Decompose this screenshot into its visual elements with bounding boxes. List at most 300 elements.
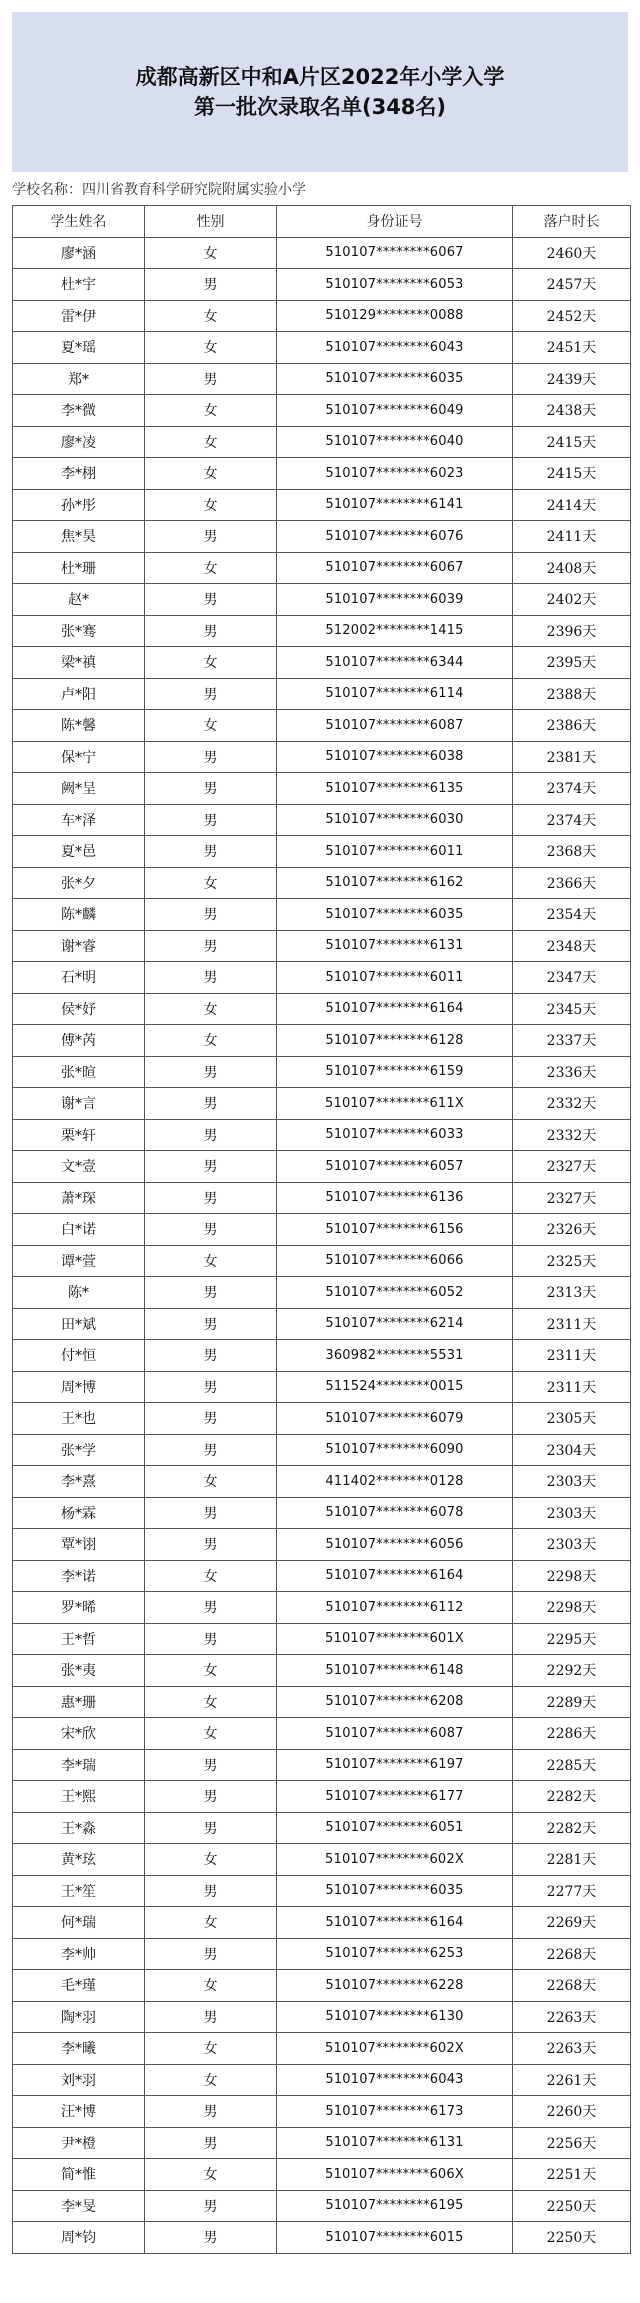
id-number-cell: 510129********0088 (277, 300, 513, 332)
gender-cell: 女 (145, 1025, 277, 1057)
table-row (13, 426, 631, 458)
id-number-cell: 510107********6164 (277, 1560, 513, 1592)
residence-duration-cell: 2366天 (513, 867, 631, 899)
table-row (13, 1119, 631, 1151)
student-name-cell: 李*熹 (13, 1466, 145, 1498)
student-name-cell: 保*宁 (13, 741, 145, 773)
student-name-cell: 卢*阳 (13, 678, 145, 710)
id-number-cell: 510107********6035 (277, 363, 513, 395)
residence-duration-cell: 2452天 (513, 300, 631, 332)
table-row (13, 1025, 631, 1057)
table-row (13, 1907, 631, 1939)
residence-duration-cell: 2285天 (513, 1749, 631, 1781)
residence-duration-cell: 2263天 (513, 2033, 631, 2065)
residence-duration-cell: 2348天 (513, 930, 631, 962)
table-row (13, 2033, 631, 2065)
id-number-cell: 510107********6052 (277, 1277, 513, 1309)
gender-cell: 男 (145, 1340, 277, 1372)
residence-duration-cell: 2256天 (513, 2127, 631, 2159)
school-name-label: 学校名称：四川省教育科学研究院附属实验小学 (12, 182, 306, 198)
student-name-cell: 王*哲 (13, 1623, 145, 1655)
table-row (13, 1151, 631, 1183)
student-name-cell: 王*淼 (13, 1812, 145, 1844)
gender-cell: 男 (145, 584, 277, 616)
id-number-cell: 510107********6043 (277, 332, 513, 364)
table-row (13, 1655, 631, 1687)
student-name-cell: 谭*萱 (13, 1245, 145, 1277)
table-row (13, 741, 631, 773)
table-row (13, 678, 631, 710)
gender-cell: 男 (145, 1623, 277, 1655)
student-name-cell: 李*栩 (13, 458, 145, 490)
student-name-cell: 谢*言 (13, 1088, 145, 1120)
table-row (13, 395, 631, 427)
residence-duration-cell: 2305天 (513, 1403, 631, 1435)
gender-cell: 女 (145, 1718, 277, 1750)
table-row (13, 1434, 631, 1466)
table-row (13, 1277, 631, 1309)
gender-cell: 男 (145, 1403, 277, 1435)
id-number-cell: 510107********6114 (277, 678, 513, 710)
residence-duration-cell: 2269天 (513, 1907, 631, 1939)
table-row (13, 962, 631, 994)
student-name-cell: 罗*晞 (13, 1592, 145, 1624)
student-name-cell: 杨*霖 (13, 1497, 145, 1529)
table-row (13, 1308, 631, 1340)
residence-duration-cell: 2325天 (513, 1245, 631, 1277)
gender-cell: 男 (145, 804, 277, 836)
id-number-cell: 510107********6033 (277, 1119, 513, 1151)
gender-cell: 男 (145, 1308, 277, 1340)
table-row (13, 1686, 631, 1718)
table-row (13, 269, 631, 301)
id-number-cell: 510107********6156 (277, 1214, 513, 1246)
student-name-cell: 田*斌 (13, 1308, 145, 1340)
student-name-cell: 宋*欣 (13, 1718, 145, 1750)
id-number-cell: 510107********6035 (277, 899, 513, 931)
gender-cell: 男 (145, 1088, 277, 1120)
id-number-cell: 510107********6344 (277, 647, 513, 679)
student-name-cell: 周*钧 (13, 2222, 145, 2254)
residence-duration-cell: 2337天 (513, 1025, 631, 1057)
student-name-cell: 侯*妤 (13, 993, 145, 1025)
student-name-cell: 何*瑞 (13, 1907, 145, 1939)
gender-cell: 男 (145, 2127, 277, 2159)
student-name-cell: 陈*麟 (13, 899, 145, 931)
gender-cell: 女 (145, 1655, 277, 1687)
gender-cell: 男 (145, 1056, 277, 1088)
student-name-cell: 李*帅 (13, 1938, 145, 1970)
id-number-cell: 510107********6135 (277, 773, 513, 805)
gender-cell: 女 (145, 1466, 277, 1498)
student-name-cell: 张*暄 (13, 1056, 145, 1088)
table-row (13, 584, 631, 616)
gender-cell: 女 (145, 300, 277, 332)
title-banner (12, 12, 628, 172)
residence-duration-cell: 2304天 (513, 1434, 631, 1466)
gender-cell: 女 (145, 2033, 277, 2065)
gender-cell: 男 (145, 1875, 277, 1907)
gender-cell: 女 (145, 1970, 277, 2002)
residence-duration-cell: 2282天 (513, 1812, 631, 1844)
residence-duration-cell: 2277天 (513, 1875, 631, 1907)
residence-duration-cell: 2295天 (513, 1623, 631, 1655)
id-number-cell: 510107********6087 (277, 710, 513, 742)
gender-cell: 女 (145, 489, 277, 521)
id-number-cell: 510107********6051 (277, 1812, 513, 1844)
student-name-cell: 陈* (13, 1277, 145, 1309)
id-number-cell: 510107********6162 (277, 867, 513, 899)
id-number-cell: 510107********6087 (277, 1718, 513, 1750)
id-number-cell: 510107********6011 (277, 962, 513, 994)
table-row (13, 615, 631, 647)
student-name-cell: 陈*馨 (13, 710, 145, 742)
gender-cell: 女 (145, 2159, 277, 2191)
id-number-cell: 510107********6076 (277, 521, 513, 553)
table-row (13, 1088, 631, 1120)
id-number-cell: 510107********6131 (277, 2127, 513, 2159)
gender-cell: 女 (145, 237, 277, 269)
residence-duration-cell: 2332天 (513, 1088, 631, 1120)
table-row (13, 1497, 631, 1529)
table-row (13, 1403, 631, 1435)
residence-duration-cell: 2368天 (513, 836, 631, 868)
residence-duration-cell: 2381天 (513, 741, 631, 773)
id-number-cell: 510107********6197 (277, 1749, 513, 1781)
residence-duration-cell: 2303天 (513, 1529, 631, 1561)
id-number-cell: 510107********6040 (277, 426, 513, 458)
page-title-line-1: 成都高新区中和A片区2022年小学入学 (135, 65, 505, 89)
id-number-cell: 510107********6015 (277, 2222, 513, 2254)
gender-cell: 男 (145, 1812, 277, 1844)
gender-cell: 男 (145, 2190, 277, 2222)
student-name-cell: 王*熙 (13, 1781, 145, 1813)
gender-cell: 男 (145, 1119, 277, 1151)
id-number-cell: 510107********6131 (277, 930, 513, 962)
residence-duration-cell: 2415天 (513, 426, 631, 458)
residence-duration-cell: 2395天 (513, 647, 631, 679)
residence-duration-cell: 2268天 (513, 1938, 631, 1970)
table-row (13, 1214, 631, 1246)
residence-duration-cell: 2347天 (513, 962, 631, 994)
id-number-cell: 512002********1415 (277, 615, 513, 647)
id-number-cell: 510107********6049 (277, 395, 513, 427)
gender-cell: 男 (145, 269, 277, 301)
id-number-cell: 360982********5531 (277, 1340, 513, 1372)
gender-cell: 男 (145, 1749, 277, 1781)
id-number-cell: 510107********6148 (277, 1655, 513, 1687)
gender-cell: 男 (145, 1277, 277, 1309)
residence-duration-cell: 2292天 (513, 1655, 631, 1687)
id-number-cell: 510107********601X (277, 1623, 513, 1655)
table-body (13, 237, 631, 2253)
id-number-cell: 510107********6090 (277, 1434, 513, 1466)
gender-cell: 男 (145, 1214, 277, 1246)
gender-cell: 男 (145, 678, 277, 710)
residence-duration-cell: 2460天 (513, 237, 631, 269)
gender-cell: 女 (145, 458, 277, 490)
table-row (13, 2127, 631, 2159)
table-row (13, 1718, 631, 1750)
id-number-cell: 510107********6056 (277, 1529, 513, 1561)
residence-duration-cell: 2282天 (513, 1781, 631, 1813)
table-row (13, 710, 631, 742)
student-name-cell: 萧*琛 (13, 1182, 145, 1214)
gender-cell: 男 (145, 1938, 277, 1970)
student-name-cell: 文*壹 (13, 1151, 145, 1183)
residence-duration-cell: 2250天 (513, 2190, 631, 2222)
student-name-cell: 黄*玹 (13, 1844, 145, 1876)
student-name-cell: 郑* (13, 363, 145, 395)
gender-cell: 女 (145, 332, 277, 364)
id-number-cell: 510107********6253 (277, 1938, 513, 1970)
student-name-cell: 王*笙 (13, 1875, 145, 1907)
id-number-cell: 510107********6067 (277, 237, 513, 269)
table-row (13, 804, 631, 836)
gender-cell: 男 (145, 2096, 277, 2128)
table-row (13, 1812, 631, 1844)
table-row (13, 1182, 631, 1214)
student-name-cell: 车*泽 (13, 804, 145, 836)
student-name-cell: 杜*宇 (13, 269, 145, 301)
gender-cell: 男 (145, 899, 277, 931)
table-row (13, 2064, 631, 2096)
table-row (13, 930, 631, 962)
student-name-cell: 谢*睿 (13, 930, 145, 962)
residence-duration-cell: 2289天 (513, 1686, 631, 1718)
residence-duration-cell: 2414天 (513, 489, 631, 521)
student-name-cell: 李*瑞 (13, 1749, 145, 1781)
residence-duration-cell: 2439天 (513, 363, 631, 395)
table-row (13, 899, 631, 931)
id-number-cell: 510107********6173 (277, 2096, 513, 2128)
student-name-cell: 阙*呈 (13, 773, 145, 805)
residence-duration-cell: 2263天 (513, 2001, 631, 2033)
gender-cell: 女 (145, 395, 277, 427)
table-row (13, 552, 631, 584)
table-row (13, 300, 631, 332)
table-row (13, 332, 631, 364)
table-row (13, 1970, 631, 2002)
table-row (13, 1875, 631, 1907)
student-name-cell: 杜*珊 (13, 552, 145, 584)
page-title-line-2: 第一批次录取名单(348名) (193, 95, 447, 119)
gender-cell: 男 (145, 1529, 277, 1561)
student-name-cell: 尹*橙 (13, 2127, 145, 2159)
table-row (13, 1844, 631, 1876)
id-number-cell: 510107********6079 (277, 1403, 513, 1435)
residence-duration-cell: 2311天 (513, 1371, 631, 1403)
table-row (13, 458, 631, 490)
student-name-cell: 张*夕 (13, 867, 145, 899)
table-row (13, 1056, 631, 1088)
residence-duration-cell: 2408天 (513, 552, 631, 584)
residence-duration-cell: 2411天 (513, 521, 631, 553)
residence-duration-cell: 2313天 (513, 1277, 631, 1309)
residence-duration-cell: 2388天 (513, 678, 631, 710)
residence-duration-cell: 2374天 (513, 804, 631, 836)
student-name-cell: 廖*凌 (13, 426, 145, 458)
residence-duration-cell: 2281天 (513, 1844, 631, 1876)
id-number-cell: 510107********6130 (277, 2001, 513, 2033)
column-header-id-number: 身份证号 (277, 206, 513, 238)
student-name-cell: 夏*瑶 (13, 332, 145, 364)
table-row (13, 237, 631, 269)
gender-cell: 女 (145, 1686, 277, 1718)
gender-cell: 男 (145, 1151, 277, 1183)
id-number-cell: 511524********0015 (277, 1371, 513, 1403)
student-name-cell: 李*旻 (13, 2190, 145, 2222)
table-row (13, 836, 631, 868)
id-number-cell: 510107********6228 (277, 1970, 513, 2002)
gender-cell: 男 (145, 930, 277, 962)
student-name-cell: 李*曦 (13, 2033, 145, 2065)
residence-duration-cell: 2438天 (513, 395, 631, 427)
residence-duration-cell: 2303天 (513, 1497, 631, 1529)
residence-duration-cell: 2261天 (513, 2064, 631, 2096)
residence-duration-cell: 2326天 (513, 1214, 631, 1246)
residence-duration-cell: 2336天 (513, 1056, 631, 1088)
table-row (13, 521, 631, 553)
residence-duration-cell: 2311天 (513, 1340, 631, 1372)
table-row (13, 773, 631, 805)
residence-duration-cell: 2311天 (513, 1308, 631, 1340)
gender-cell: 男 (145, 615, 277, 647)
id-number-cell: 411402********0128 (277, 1466, 513, 1498)
residence-duration-cell: 2451天 (513, 332, 631, 364)
id-number-cell: 510107********6214 (277, 1308, 513, 1340)
admission-table (12, 205, 631, 2254)
table-row (13, 2222, 631, 2254)
residence-duration-cell: 2332天 (513, 1119, 631, 1151)
residence-duration-cell: 2457天 (513, 269, 631, 301)
student-name-cell: 覃*诩 (13, 1529, 145, 1561)
student-name-cell: 廖*涵 (13, 237, 145, 269)
id-number-cell: 510107********6164 (277, 993, 513, 1025)
id-number-cell: 510107********611X (277, 1088, 513, 1120)
table-row (13, 1938, 631, 1970)
student-name-cell: 张*学 (13, 1434, 145, 1466)
student-name-cell: 赵* (13, 584, 145, 616)
student-name-cell: 周*博 (13, 1371, 145, 1403)
gender-cell: 女 (145, 1245, 277, 1277)
table-row (13, 2159, 631, 2191)
id-number-cell: 510107********6023 (277, 458, 513, 490)
gender-cell: 男 (145, 1182, 277, 1214)
student-name-cell: 李*微 (13, 395, 145, 427)
residence-duration-cell: 2396天 (513, 615, 631, 647)
id-number-cell: 510107********6164 (277, 1907, 513, 1939)
student-name-cell: 栗*轩 (13, 1119, 145, 1151)
table-row (13, 1245, 631, 1277)
table-row (13, 1592, 631, 1624)
student-name-cell: 毛*瑾 (13, 1970, 145, 2002)
student-name-cell: 简*惟 (13, 2159, 145, 2191)
id-number-cell: 510107********6038 (277, 741, 513, 773)
id-number-cell: 510107********6011 (277, 836, 513, 868)
table-row (13, 363, 631, 395)
residence-duration-cell: 2402天 (513, 584, 631, 616)
gender-cell: 男 (145, 1371, 277, 1403)
table-row (13, 2096, 631, 2128)
student-name-cell: 张*骞 (13, 615, 145, 647)
table-row (13, 1560, 631, 1592)
gender-cell: 男 (145, 773, 277, 805)
table-row (13, 1749, 631, 1781)
gender-cell: 女 (145, 867, 277, 899)
student-name-cell: 夏*邑 (13, 836, 145, 868)
id-number-cell: 510107********6112 (277, 1592, 513, 1624)
gender-cell: 男 (145, 1497, 277, 1529)
gender-cell: 男 (145, 521, 277, 553)
residence-duration-cell: 2268天 (513, 1970, 631, 2002)
id-number-cell: 510107********6030 (277, 804, 513, 836)
gender-cell: 男 (145, 2222, 277, 2254)
id-number-cell: 510107********6039 (277, 584, 513, 616)
student-name-cell: 惠*珊 (13, 1686, 145, 1718)
table-row (13, 1340, 631, 1372)
residence-duration-cell: 2250天 (513, 2222, 631, 2254)
table-row (13, 1529, 631, 1561)
residence-duration-cell: 2303天 (513, 1466, 631, 1498)
table-header-row (13, 206, 631, 238)
residence-duration-cell: 2327天 (513, 1151, 631, 1183)
id-number-cell: 510107********6066 (277, 1245, 513, 1277)
table-row (13, 1371, 631, 1403)
residence-duration-cell: 2345天 (513, 993, 631, 1025)
residence-duration-cell: 2415天 (513, 458, 631, 490)
gender-cell: 女 (145, 710, 277, 742)
gender-cell: 男 (145, 2001, 277, 2033)
id-number-cell: 510107********6128 (277, 1025, 513, 1057)
id-number-cell: 510107********6195 (277, 2190, 513, 2222)
id-number-cell: 510107********6067 (277, 552, 513, 584)
table-row (13, 647, 631, 679)
student-name-cell: 梁*禛 (13, 647, 145, 679)
id-number-cell: 510107********6177 (277, 1781, 513, 1813)
table-row (13, 993, 631, 1025)
table-row (13, 1781, 631, 1813)
gender-cell: 男 (145, 1781, 277, 1813)
gender-cell: 女 (145, 993, 277, 1025)
residence-duration-cell: 2327天 (513, 1182, 631, 1214)
residence-duration-cell: 2354天 (513, 899, 631, 931)
student-name-cell: 孙*彤 (13, 489, 145, 521)
gender-cell: 女 (145, 647, 277, 679)
student-name-cell: 李*诺 (13, 1560, 145, 1592)
gender-cell: 女 (145, 1560, 277, 1592)
student-name-cell: 白*诺 (13, 1214, 145, 1246)
column-header-gender: 性别 (145, 206, 277, 238)
gender-cell: 男 (145, 363, 277, 395)
table-row (13, 867, 631, 899)
residence-duration-cell: 2286天 (513, 1718, 631, 1750)
gender-cell: 男 (145, 741, 277, 773)
student-name-cell: 雷*伊 (13, 300, 145, 332)
id-number-cell: 510107********6208 (277, 1686, 513, 1718)
id-number-cell: 510107********602X (277, 2033, 513, 2065)
table-row (13, 1466, 631, 1498)
student-name-cell: 傅*芮 (13, 1025, 145, 1057)
student-name-cell: 陶*羽 (13, 2001, 145, 2033)
student-name-cell: 焦*昊 (13, 521, 145, 553)
id-number-cell: 510107********6043 (277, 2064, 513, 2096)
residence-duration-cell: 2386天 (513, 710, 631, 742)
residence-duration-cell: 2298天 (513, 1592, 631, 1624)
id-number-cell: 510107********6141 (277, 489, 513, 521)
student-name-cell: 张*夷 (13, 1655, 145, 1687)
gender-cell: 男 (145, 1434, 277, 1466)
